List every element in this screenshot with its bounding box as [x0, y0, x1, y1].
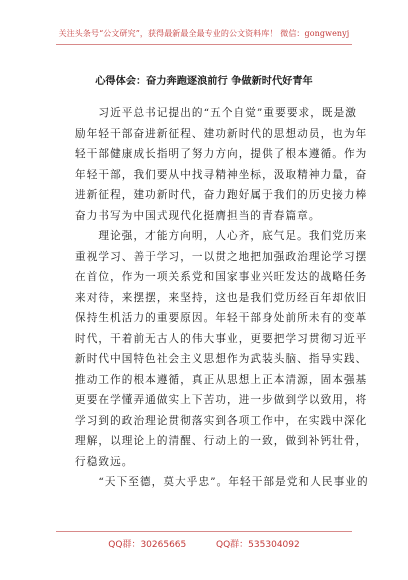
text-line: 来对待，来摆摆，来坚持，这也是我们党历经百年却依旧	[75, 291, 368, 304]
document-title: 心得体会：奋力奔跑逐浪前行 争做新时代好青年	[95, 75, 313, 87]
qq-group-1: QQ群：30265665	[108, 540, 187, 550]
text-line: 奋力书写为中国式现代化挺膺担当的青春篇章。	[75, 209, 321, 222]
paragraph-2	[75, 226, 368, 472]
text-line: 年轻干部，我们要从中找寻精神坐标，汲取精神力量，奋	[75, 168, 368, 181]
text-line: 理解，以理论上的清醒、行动上的一致，做到补钙壮骨，	[75, 435, 368, 447]
text-line: 更要在学懂弄通做实上下苦功，进一步做到学以致用，将	[75, 394, 368, 406]
text-line: 理论强，才能方向明，人心齐，底气足。我们党历来	[75, 230, 368, 242]
text-line: 在首位，作为一项关系党和国家事业兴旺发达的战略任务	[75, 271, 368, 283]
text-line: “天下至德，莫大乎忠”。年轻干部是党和人民事业的	[75, 476, 369, 488]
paragraph-1	[75, 103, 368, 226]
text-line: 轻干部健康成长指明了努力方向，提供了根本遵循。作为	[75, 148, 368, 160]
text-line: 行稳致远。	[75, 455, 134, 468]
text-line: 重视学习、善于学习，一以贯之地把加强政治理论学习摆	[75, 250, 368, 263]
text-line: 时代，干着前无古人的伟大事业，更要把学习贯彻习近平	[75, 332, 368, 345]
document-body	[75, 103, 369, 493]
qq-group-2: QQ群：535304092	[216, 540, 300, 550]
text-line: 励年轻干部奋进新征程、建功新时代的思想动员，也为年	[75, 127, 368, 140]
text-line: 保持生机活力的重要原因。年轻干部身处前所未有的变革	[75, 312, 368, 324]
text-line: 进新征程，建功新时代，奋力跑好属于我们的历史接力棒	[75, 189, 368, 201]
footer-divider	[56, 531, 352, 532]
paragraph-3	[75, 472, 369, 493]
header-banner: 关注头条号“公文研究”，获得最新最全最专业的公文资料库！ 微信：gongwenyj	[58, 29, 350, 38]
footer-contact	[0, 537, 408, 550]
text-line: 新时代中国特色社会主义思想作为武装头脑、指导实践、	[75, 353, 368, 365]
text-line: 习近平总书记提出的“五个自觉”重要要求，既是激	[75, 107, 357, 119]
header-divider	[56, 44, 352, 45]
text-line: 推动工作的根本遵循，真正从思想上正本清源，固本强基	[75, 373, 368, 386]
text-line: 学习到的政治理论贯彻落实到各项工作中，在实践中深化	[75, 414, 368, 427]
